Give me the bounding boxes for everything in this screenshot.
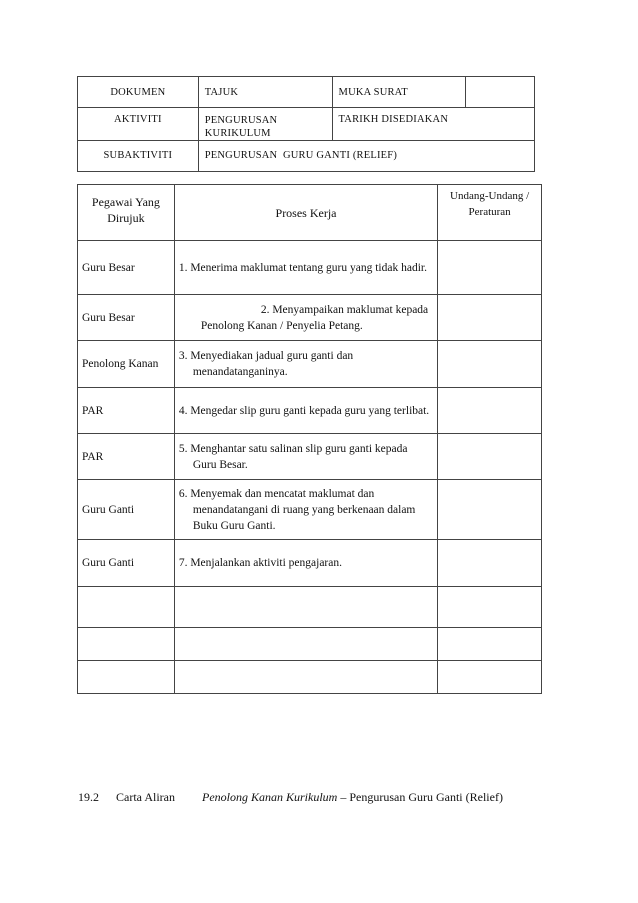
proses-cell bbox=[174, 480, 437, 540]
process-table bbox=[77, 184, 542, 694]
aktiviti-value: PENGURUSAN KURIKULUM bbox=[198, 108, 332, 141]
empty-cell bbox=[174, 587, 437, 628]
header-row-aktiviti bbox=[78, 108, 535, 141]
proses-text: 1. Menerima maklumat tentang guru yang tidak hadir. bbox=[178, 261, 427, 274]
tarikh-label: TARIKH DISEDIAKAN bbox=[332, 108, 534, 141]
proses-text: 3. Menyediakan jadual guru ganti dan menandatanganinya. bbox=[178, 350, 354, 378]
header-row-dokumen bbox=[78, 77, 535, 108]
empty-cell bbox=[438, 587, 542, 628]
empty-cell bbox=[174, 628, 437, 661]
proses-text: 2. Menyampaikan maklumat kepada Penolong Kanan / Penyelia Petang. bbox=[200, 303, 429, 332]
undang-cell bbox=[438, 540, 542, 587]
pegawai-cell: Guru Ganti bbox=[78, 480, 175, 540]
undang-cell bbox=[438, 480, 542, 540]
muka-surat-value bbox=[466, 77, 535, 108]
table-row bbox=[78, 480, 542, 540]
proses-cell bbox=[174, 295, 437, 341]
table-row bbox=[78, 434, 542, 480]
pegawai-cell: Guru Besar bbox=[78, 295, 175, 341]
empty-cell bbox=[438, 628, 542, 661]
empty-cell bbox=[438, 661, 542, 694]
muka-surat-label: MUKA SURAT bbox=[332, 77, 466, 108]
proses-cell bbox=[174, 241, 437, 295]
caption-number: 19.2 bbox=[78, 790, 99, 804]
proses-cell bbox=[174, 341, 437, 388]
table-row bbox=[78, 295, 542, 341]
pegawai-cell: PAR bbox=[78, 434, 175, 480]
undang-cell bbox=[438, 341, 542, 388]
table-row bbox=[78, 341, 542, 388]
undang-cell bbox=[438, 388, 542, 434]
empty-cell bbox=[78, 628, 175, 661]
empty-cell bbox=[174, 661, 437, 694]
table-row bbox=[78, 241, 542, 295]
pegawai-cell: Penolong Kanan bbox=[78, 341, 175, 388]
proses-cell bbox=[174, 540, 437, 587]
col-header-undang: Undang-Undang / Peraturan bbox=[438, 185, 542, 241]
undang-cell bbox=[438, 434, 542, 480]
empty-row bbox=[78, 628, 542, 661]
empty-row bbox=[78, 587, 542, 628]
undang-cell bbox=[438, 241, 542, 295]
dokumen-label: DOKUMEN bbox=[78, 77, 199, 108]
pegawai-cell: PAR bbox=[78, 388, 175, 434]
empty-row bbox=[78, 661, 542, 694]
undang-cell bbox=[438, 295, 542, 341]
caption-label: Carta Aliran bbox=[116, 790, 175, 804]
caption-title-rest: – Pengurusan Guru Ganti (Relief) bbox=[337, 790, 503, 804]
pegawai-cell: Guru Ganti bbox=[78, 540, 175, 587]
col-header-pegawai: Pegawai Yang Dirujuk bbox=[78, 185, 175, 241]
table-row bbox=[78, 540, 542, 587]
col-header-proses: Proses Kerja bbox=[174, 185, 437, 241]
aktiviti-label: AKTIVITI bbox=[78, 108, 199, 141]
proses-cell bbox=[174, 434, 437, 480]
caption-title-italic: Penolong Kanan Kurikulum bbox=[202, 790, 338, 804]
document-header-table bbox=[77, 76, 535, 172]
table-row bbox=[78, 388, 542, 434]
subaktiviti-value: PENGURUSAN GURU GANTI (RELIEF) bbox=[198, 141, 534, 172]
figure-caption bbox=[78, 790, 503, 805]
proses-text: 6. Menyemak dan mencatat maklumat dan menandatangani di ruang yang berkenaan dalam Buku Guru Ganti. bbox=[178, 487, 416, 532]
process-table-header bbox=[78, 185, 542, 241]
empty-cell bbox=[78, 587, 175, 628]
proses-text: 5. Menghantar satu salinan slip guru ganti kepada Guru Besar. bbox=[178, 442, 408, 471]
pegawai-cell: Guru Besar bbox=[78, 241, 175, 295]
proses-text: 7. Menjalankan aktiviti pengajaran. bbox=[178, 557, 342, 569]
proses-cell bbox=[174, 388, 437, 434]
subaktiviti-label: SUBAKTIVITI bbox=[78, 141, 199, 172]
header-row-subaktiviti bbox=[78, 141, 535, 172]
tajuk-label: TAJUK bbox=[198, 77, 332, 108]
empty-cell bbox=[78, 661, 175, 694]
proses-text: 4. Mengedar slip guru ganti kepada guru yang terlibat. bbox=[178, 404, 430, 417]
